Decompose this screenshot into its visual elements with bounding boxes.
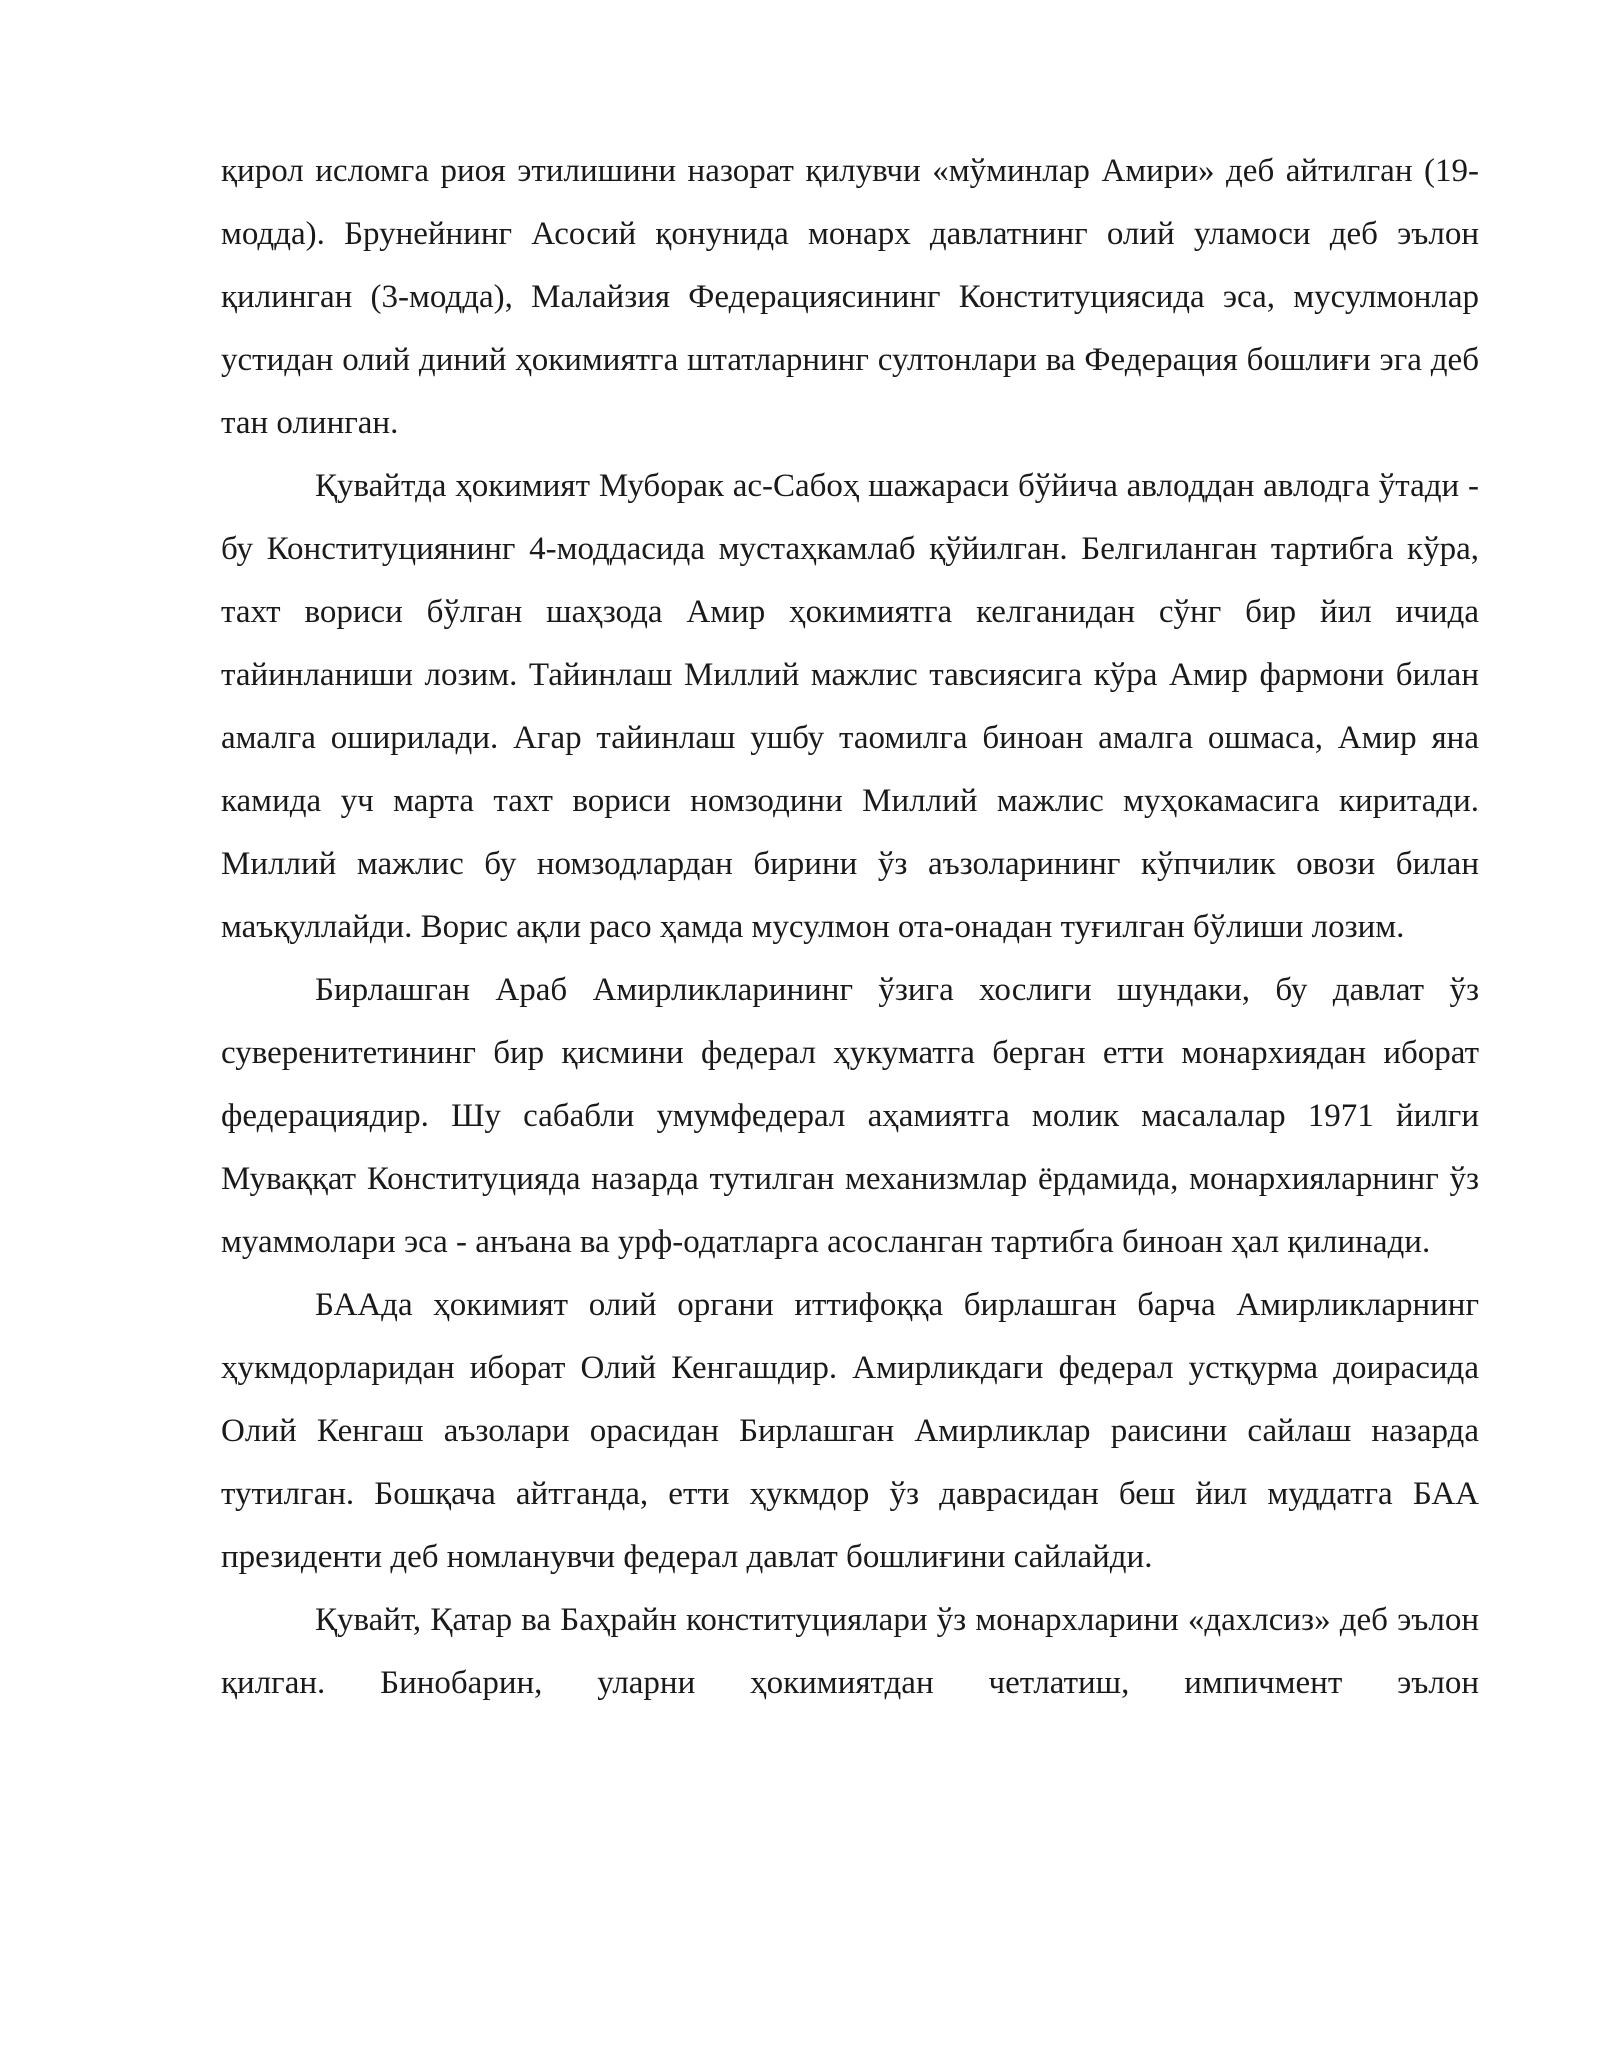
paragraph-3: Бирлашган Араб Амирликларининг ўзига хослиги шундаки, бу давлат ўз суверенитетининг бир қисмини федерал ҳукуматга берган етти монархиядан иборат федерациядир. Шу сабабли умумфедерал аҳамиятга молик масалалар 1971 йилги Муваққат Конституцияда назарда тутилган механизмлар ёрдамида, монархияларнинг ўз муаммолари эса - анъана ва урф-одатларга асосланган тартибга биноан ҳал қилинади. xyxy=(221,972,1479,1260)
paragraph-2: Қувайтда ҳокимият Муборак ас-Сабоҳ шажараси бўйича авлоддан авлодга ўтади - бу Конституциянинг 4-моддасида мустаҳкамлаб қўйилган. Белгиланган тартибга кўра, тахт вориси бўлган шаҳзода Амир ҳокимиятга келганидан сўнг бир йил ичида тайинланиши лозим. Тайинлаш Миллий мажлис тавсиясига кўра Амир фармони билан амалга оширилади. Агар тайинлаш ушбу таомилга биноан амалга ошмаса, Амир яна камида уч марта тахт вориси номзодини Миллий мажлис муҳокамасига киритади. Миллий мажлис бу номзодлардан бирини ўз аъзоларининг кўпчилик овози билан маъқуллайди. Ворис ақли расо ҳамда мусулмон ота-онадан туғилган бўлиши лозим. xyxy=(221,468,1479,945)
paragraph-1: қирол исломга риоя этилишини назорат қилувчи «мўминлар Амири» деб айтилган (19-модда). Брунейнинг Асосий қонунида монарх давлатнинг олий уламоси деб эълон қилинган (3-модда), Малайзия Федерациясининг Конституциясида эса, мусулмонлар устидан олий диний ҳокимиятга штатларнинг султонлари ва Федерация бошлиғи эга деб тан олинган. xyxy=(221,153,1479,441)
document-body xyxy=(221,140,1479,1715)
paragraph-4: БААда ҳокимият олий органи иттифоққа бирлашган барча Амирликларнинг ҳукмдорларидан иборат Олий Кенгашдир. Амирликдаги федерал устқурма доирасида Олий Кенгаш аъзолари орасидан Бирлашган Амирликлар раисини сайлаш назарда тутилган. Бошқача айтганда, етти ҳукмдор ўз даврасидан беш йил муддатга БАА президенти деб номланувчи федерал давлат бошлиғини сайлайди. xyxy=(221,1287,1479,1575)
paragraph-5: Қувайт, Қатар ва Баҳрайн конституциялари ўз монархларини «дахлсиз» деб эълон қилган. Бинобарин, уларни ҳокимиятдан четлатиш, импичмент эълон xyxy=(221,1602,1479,1701)
